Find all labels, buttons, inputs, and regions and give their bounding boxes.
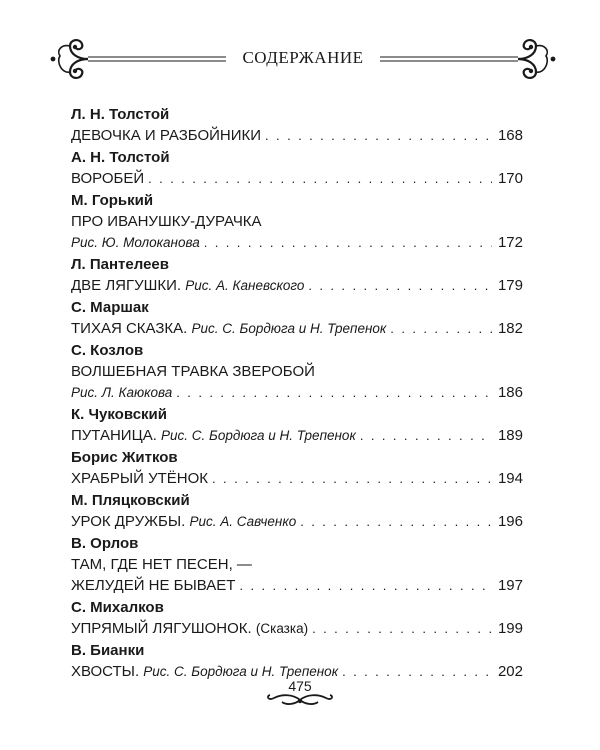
author-name: С. Михалков xyxy=(71,599,164,616)
dot-leader xyxy=(148,168,492,189)
toc-row xyxy=(71,468,523,489)
entry-text xyxy=(71,232,200,253)
toc-row xyxy=(71,382,523,403)
toc-entry xyxy=(71,298,523,339)
dot-leader xyxy=(265,125,492,146)
entry-text xyxy=(71,318,386,339)
author-name: К. Чуковский xyxy=(71,406,167,423)
dot-leader xyxy=(239,575,491,596)
ornament-footer-icon xyxy=(260,692,340,708)
toc-entry xyxy=(71,255,523,296)
page-ref: 189 xyxy=(497,427,523,444)
page-ref: 179 xyxy=(497,277,523,294)
toc-entry xyxy=(71,105,523,146)
dot-leader xyxy=(204,232,492,253)
toc-entry xyxy=(71,534,523,596)
toc-row xyxy=(71,511,523,532)
illustrator-note: Рис. Ю. Молоканова xyxy=(71,235,200,250)
toc-row xyxy=(71,232,523,253)
author-name: В. Бианки xyxy=(71,642,145,659)
page-ref: 196 xyxy=(497,513,523,530)
toc-entry xyxy=(71,148,523,189)
entry-text xyxy=(71,425,356,446)
page-ref: 199 xyxy=(497,620,523,637)
story-title: ЖЕЛУДЕЙ НЕ БЫВАЕТ xyxy=(71,577,236,594)
page-footer xyxy=(250,678,350,708)
entry-text xyxy=(71,511,296,532)
entry-text xyxy=(71,168,144,189)
dot-leader xyxy=(312,618,492,639)
story-title: ДВЕ ЛЯГУШКИ. xyxy=(71,277,182,294)
entry-text xyxy=(71,575,235,596)
author-name: М. Горький xyxy=(71,192,154,209)
entry-text xyxy=(71,125,261,146)
toc-row xyxy=(71,125,523,146)
entry-text xyxy=(71,382,172,403)
toc-row xyxy=(71,318,523,339)
page-ref: 172 xyxy=(497,234,523,251)
toc-header xyxy=(48,34,558,86)
author-name: Л. Н. Толстой xyxy=(71,106,170,123)
page-ref: 170 xyxy=(497,170,523,187)
illustrator-note: Рис. С. Бордюга и Н. Трепенок xyxy=(191,321,387,336)
toc-entry xyxy=(71,491,523,532)
toc-entry xyxy=(71,405,523,446)
page-ref: 202 xyxy=(497,663,523,680)
author-name: С. Маршак xyxy=(71,299,149,316)
page-ref: 182 xyxy=(497,320,523,337)
story-title: ВОРОБЕЙ xyxy=(71,170,145,187)
illustrator-note: Рис. А. Савченко xyxy=(189,514,297,529)
toc-title: СОДЕРЖАНИЕ xyxy=(236,48,369,67)
story-title-line: ТАМ, ГДЕ НЕТ ПЕСЕН, — xyxy=(71,556,252,573)
toc-row xyxy=(71,168,523,189)
story-title: ДЕВОЧКА И РАЗБОЙНИКИ xyxy=(71,127,262,144)
toc-entry xyxy=(71,191,523,253)
illustrator-note: Рис. С. Бордюга и Н. Трепенок xyxy=(143,664,339,679)
author-name: С. Козлов xyxy=(71,342,144,359)
toc-entry xyxy=(71,341,523,403)
dot-leader xyxy=(300,511,492,532)
author-name: В. Орлов xyxy=(71,535,139,552)
toc-row xyxy=(71,275,523,296)
toc-row xyxy=(71,425,523,446)
entry-text xyxy=(71,468,208,489)
author-name: Борис Житков xyxy=(71,449,178,466)
toc-row xyxy=(71,575,523,596)
author-name: А. Н. Толстой xyxy=(71,149,170,166)
illustrator-note: Рис. А. Каневского xyxy=(185,278,305,293)
dot-leader xyxy=(390,318,492,339)
dot-leader xyxy=(176,382,492,403)
story-subtitle: (Сказка) xyxy=(255,621,309,636)
dot-leader xyxy=(342,661,492,682)
page-ref: 168 xyxy=(497,127,523,144)
toc-entry xyxy=(71,448,523,489)
story-title: УРОК ДРУЖБЫ. xyxy=(71,513,186,530)
dot-leader xyxy=(360,425,492,446)
author-name: М. Пляцковский xyxy=(71,492,190,509)
story-title: ХВОСТЫ. xyxy=(71,663,140,680)
story-title-line: ПРО ИВАНУШКУ-ДУРАЧКА xyxy=(71,213,262,230)
story-title: ПУТАНИЦА. xyxy=(71,427,157,444)
story-title: ХРАБРЫЙ УТЁНОК xyxy=(71,470,209,487)
page-ref: 197 xyxy=(497,577,523,594)
page-ref: 186 xyxy=(497,384,523,401)
dot-leader xyxy=(212,468,492,489)
page-ref: 194 xyxy=(497,470,523,487)
dot-leader xyxy=(308,275,492,296)
author-name: Л. Пантелеев xyxy=(71,256,169,273)
entry-text xyxy=(71,275,304,296)
illustrator-note: Рис. С. Бордюга и Н. Трепенок xyxy=(161,428,356,443)
toc-entry xyxy=(71,598,523,639)
toc-entry xyxy=(71,641,523,682)
illustrator-note: Рис. Л. Каюкова xyxy=(71,385,173,400)
table-of-contents xyxy=(71,104,523,682)
story-title: ТИХАЯ СКАЗКА. xyxy=(71,320,188,337)
story-title: УПРЯМЫЙ ЛЯГУШОНОК. xyxy=(71,620,252,637)
entry-text xyxy=(71,618,308,639)
story-title-line: ВОЛШЕБНАЯ ТРАВКА ЗВЕРОБОЙ xyxy=(71,363,315,380)
page-number: 475 xyxy=(288,678,312,694)
toc-row xyxy=(71,618,523,639)
